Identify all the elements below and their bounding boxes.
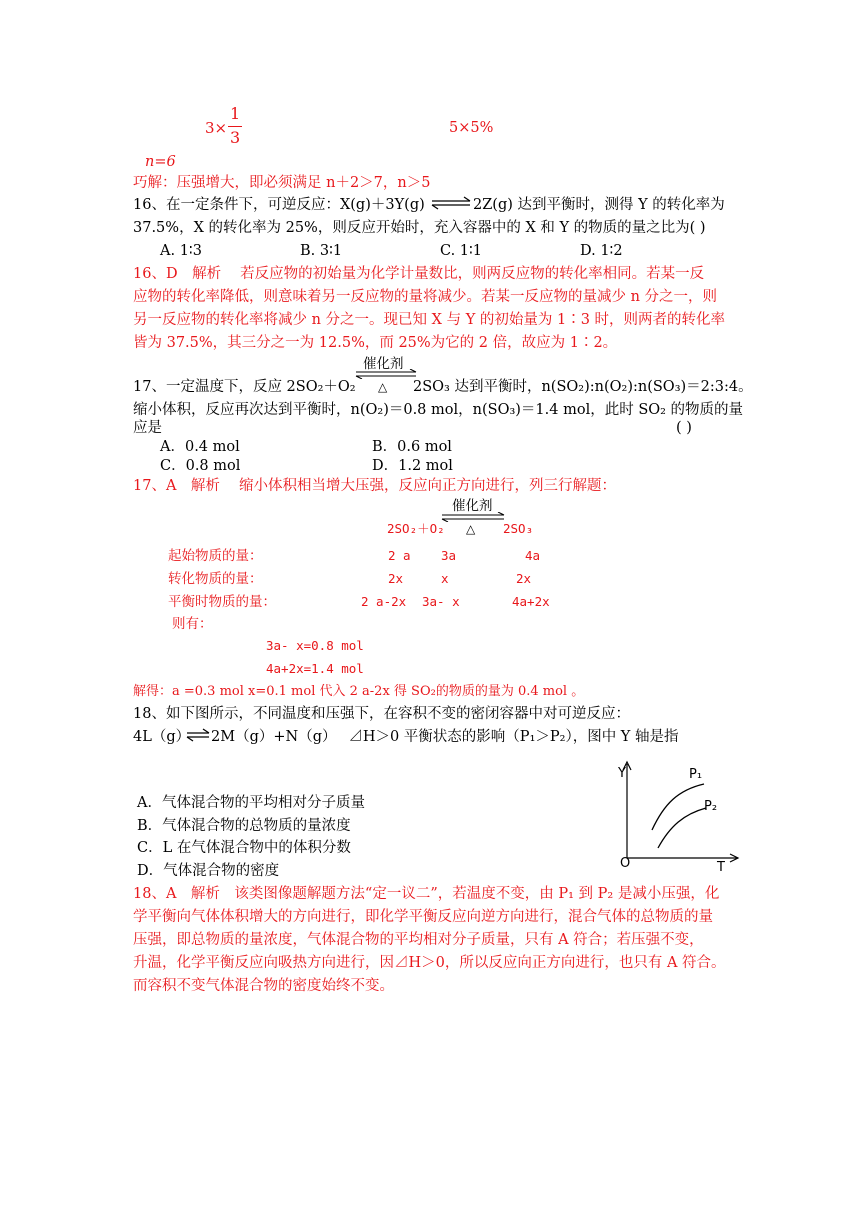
equilibrium-arrow-icon bbox=[185, 728, 211, 742]
q17-line1b: 2SO₃ 达到平衡时，n(SO₂):n(O₂):n(SO₃)＝2:3:4。 bbox=[413, 379, 753, 395]
graph-x-label: T bbox=[717, 860, 725, 875]
row-label-equilibrium: 平衡时物质的量： bbox=[168, 594, 276, 610]
graph-p2-label: P₂ bbox=[704, 799, 718, 814]
eq-right: 2SO₃ bbox=[503, 521, 534, 536]
q16-option-d: D. 1∶2 bbox=[580, 243, 623, 259]
q18-option-a: A．气体混合物的平均相对分子质量 bbox=[137, 795, 365, 811]
triangle-icon: △ bbox=[378, 380, 388, 394]
q16-option-b: B. 3∶1 bbox=[300, 243, 343, 259]
row-eq-b: 3a- x bbox=[422, 594, 460, 609]
row-eq-c: 4a+2x bbox=[512, 594, 550, 609]
frac-prefix: 3× bbox=[205, 119, 228, 137]
catalyst-label-2: 催化剂 bbox=[452, 498, 493, 514]
q17-line3: 应是 bbox=[133, 420, 162, 436]
triangle-icon: △ bbox=[466, 522, 476, 536]
q17-option-c: C．0.8 mol bbox=[160, 458, 241, 474]
q16-answer-4: 皆为 37.5%，其三分之一为 12.5%，而 25%为它的 2 倍，故应为 1∶2。 bbox=[133, 335, 618, 351]
q16-answer-1: 16、D 解析 若反应物的初始量为化学计量数比，则两反应物的转化率相同。若某一反 bbox=[133, 266, 705, 282]
frac-numerator: 1 bbox=[230, 104, 241, 123]
q17-answer: 17、A 解析 缩小体积相当增大压强，反应向正方向进行，列三行解题： bbox=[133, 478, 617, 494]
q16-answer-2: 应物的转化率降低，则意味着另一反应物的量将减少。若某一反应物的量减少 n 分之一，则 bbox=[133, 289, 718, 305]
graph-y-label: Y bbox=[618, 766, 626, 781]
row-change-b: x bbox=[441, 571, 449, 586]
q18-answer-1: 18、A 解析 该类图像题解题方法“定一议二”，若温度不变，由 P₁ 到 P₂ 是减小压强，化 bbox=[133, 886, 720, 902]
tip-line: 巧解：压强增大，即必须满足 n＋2＞7，n＞5 bbox=[133, 175, 431, 191]
q18-line2a: 4L（g） bbox=[133, 729, 191, 745]
q17-paren: ( ) bbox=[676, 420, 692, 436]
row-initial-c: 4a bbox=[525, 548, 541, 563]
q16-option-c: C. 1∶1 bbox=[440, 243, 483, 259]
q16-option-a: A. 1∶3 bbox=[160, 243, 202, 259]
graph-p1-label: P₁ bbox=[689, 767, 703, 782]
right-expression: 5×5% bbox=[449, 120, 494, 136]
curve-p2 bbox=[658, 808, 706, 848]
row-change-c: 2x bbox=[516, 571, 532, 586]
frac-denominator: 3 bbox=[230, 128, 241, 147]
row-label-change: 转化物质的量： bbox=[168, 571, 263, 587]
q16-line1b: 2Z(g) 达到平衡时，测得 Y 的转化率为 bbox=[473, 197, 725, 213]
q17-option-b: B．0.6 mol bbox=[372, 439, 452, 455]
curve-p1 bbox=[652, 784, 704, 830]
q18-answer-2: 学平衡向气体体积增大的方向进行，即化学平衡反应向逆方向进行，混合气体的总物质的量 bbox=[133, 909, 713, 925]
q18-option-c: C．L 在气体混合物中的体积分数 bbox=[137, 840, 351, 856]
q17-line1a: 17、一定温度下，反应 2SO₂＋O₂ bbox=[133, 379, 356, 395]
q17-option-a: A．0.4 mol bbox=[160, 439, 240, 455]
row-label-initial: 起始物质的量： bbox=[168, 548, 263, 564]
row-eq-a: 2 a-2x bbox=[361, 594, 407, 609]
q16-line2: 37.5%，X 的转化率为 25%，则反应开始时，充入容器中的 X 和 Y 的物质的量之比为( ) bbox=[133, 220, 706, 236]
q18-option-d: D．气体混合物的密度 bbox=[137, 863, 280, 879]
n-equals: n=6 bbox=[145, 154, 176, 170]
q17-line2: 缩小体积，反应再次达到平衡时，n(O₂)＝0.8 mol，n(SO₃)＝1.4 mol，此时 SO₂ 的物质的量 bbox=[133, 402, 744, 418]
q18-answer-5: 而容积不变气体混合物的密度始终不变。 bbox=[133, 978, 394, 994]
q18-line2b: 2M（g）+N（g） ⊿H＞0 平衡状态的影响（P₁＞P₂），图中 Y 轴是指 bbox=[211, 729, 679, 745]
equation-2: 4a+2x=1.4 mol bbox=[266, 661, 364, 676]
q18-answer-3: 压强，即总物质的量浓度，气体混合物的平均相对分子质量，只有 A 符合；若压强不变， bbox=[133, 932, 704, 948]
then-label: 则有： bbox=[172, 616, 213, 632]
equilibrium-arrow-icon bbox=[430, 196, 472, 210]
q18-answer-4: 升温，化学平衡反应向吸热方向进行，因⊿H＞0，所以反应向正方向进行，也只有 A 符合。 bbox=[133, 955, 726, 971]
fraction-bar bbox=[228, 126, 242, 127]
catalyst-label: 催化剂 bbox=[363, 356, 404, 372]
q18-line1: 18、如下图所示，不同温度和压强下，在容积不变的密闭容器中对可逆反应： bbox=[133, 706, 630, 722]
row-initial-b: 3a bbox=[441, 548, 457, 563]
q18-option-b: B．气体混合物的总物质的量浓度 bbox=[137, 818, 351, 834]
graph-origin-label: O bbox=[620, 856, 631, 871]
solution-line: 解得：a =0.3 mol x=0.1 mol 代入 2 a-2x 得 SO₂的物质的量为 0.4 mol 。 bbox=[133, 684, 585, 699]
row-initial-a: 2 a bbox=[388, 548, 411, 563]
q16-line1a: 16、在一定条件下，可逆反应：X(g)＋3Y(g) bbox=[133, 197, 425, 213]
q17-option-d: D．1.2 mol bbox=[372, 458, 453, 474]
row-change-a: 2x bbox=[388, 571, 404, 586]
equation-1: 3a- x=0.8 mol bbox=[266, 638, 364, 653]
q16-answer-3: 另一反应物的转化率将减少 n 分之一。现已知 X 与 Y 的初始量为 1∶3 时，则两者的转化率 bbox=[133, 312, 726, 328]
eq-left: 2SO₂＋O₂ bbox=[387, 521, 445, 536]
